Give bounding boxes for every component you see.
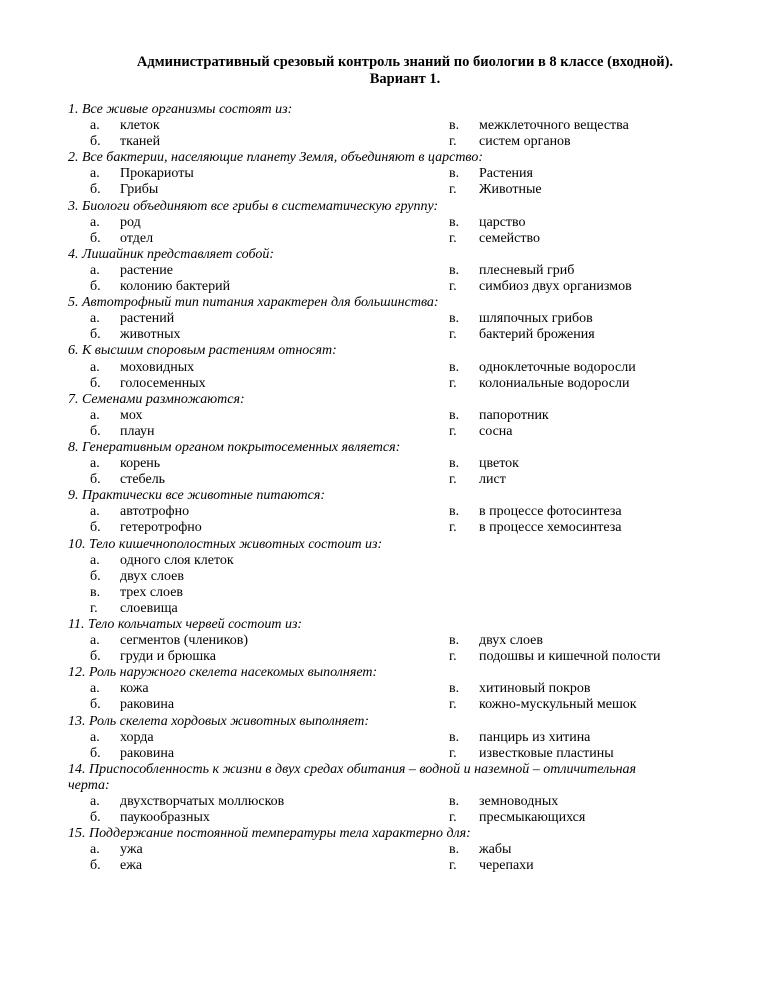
option-text: известковые пластины	[479, 745, 614, 761]
question-text: 10. Тело кишечнополостных животных состоит из:	[68, 536, 383, 552]
option-letter: г.	[449, 375, 457, 391]
option-letter: а.	[90, 552, 100, 568]
option-text: хорда	[120, 729, 154, 745]
answer-option	[90, 858, 142, 874]
option-text: шляпочных грибов	[479, 311, 593, 327]
answer-option	[449, 456, 519, 472]
option-text: растений	[120, 311, 175, 327]
answer-option	[449, 472, 506, 488]
option-text: царство	[479, 214, 526, 230]
answer-row	[68, 456, 758, 472]
option-letter: в.	[449, 456, 460, 472]
question-text: черта:	[68, 777, 110, 793]
option-letter: б.	[90, 134, 101, 150]
answer-option	[449, 520, 622, 536]
option-letter: в.	[449, 118, 460, 134]
option-text: голосеменных	[120, 375, 206, 391]
option-letter: б.	[90, 649, 101, 665]
answer-option	[90, 408, 143, 424]
answer-row	[68, 231, 758, 247]
answer-row	[68, 327, 758, 343]
option-letter: б.	[90, 279, 101, 295]
question-text: 6. К высшим споровым растениям относят:	[68, 343, 337, 359]
answer-option	[90, 134, 160, 150]
option-text: тканей	[120, 134, 161, 150]
option-letter: б.	[90, 810, 101, 826]
question-text: 4. Лишайник представляет собой:	[68, 246, 275, 262]
option-text: панцирь из хитина	[479, 729, 591, 745]
answer-option	[449, 215, 526, 231]
option-letter: а.	[90, 311, 100, 327]
answer-option	[90, 376, 206, 392]
option-text: двухстворчатых моллюсков	[120, 794, 285, 810]
answer-row	[68, 311, 758, 327]
answer-option	[90, 182, 158, 198]
answer-option	[90, 842, 143, 858]
answer-option	[449, 424, 512, 440]
question-text: 8. Генеративным органом покрытосеменных является:	[68, 439, 401, 455]
answer-option	[90, 327, 181, 343]
option-text: черепахи	[479, 858, 534, 874]
answer-row	[68, 842, 758, 858]
answer-row	[68, 279, 758, 295]
answer-row	[68, 569, 758, 585]
question-text: 1. Все живые организмы состоят из:	[68, 102, 293, 117]
question-list	[68, 102, 758, 875]
option-text: земноводных	[479, 794, 559, 810]
answer-option	[90, 424, 154, 440]
answer-option	[449, 858, 534, 874]
option-letter: а.	[90, 166, 100, 182]
answer-option	[90, 681, 149, 697]
option-text: бактерий брожения	[479, 327, 595, 343]
answer-row	[68, 118, 758, 134]
option-text: раковина	[120, 697, 175, 713]
answer-option	[449, 376, 629, 392]
option-letter: б.	[90, 182, 101, 198]
option-text: груди и брюшка	[120, 649, 216, 665]
answer-option	[90, 118, 160, 134]
answer-row	[68, 633, 758, 649]
answer-option	[449, 633, 543, 649]
answer-row	[68, 585, 758, 601]
answer-option	[90, 472, 165, 488]
answer-option	[90, 263, 173, 279]
option-text: Растения	[479, 166, 533, 182]
option-letter: г.	[449, 230, 457, 246]
option-text: подошвы и кишечной полости	[479, 649, 661, 665]
answer-row	[68, 263, 758, 279]
option-letter: г.	[449, 520, 457, 536]
option-text: гетеротрофно	[120, 520, 202, 536]
option-letter: г.	[449, 649, 457, 665]
option-text: кожа	[120, 681, 149, 697]
answer-option	[90, 279, 230, 295]
answer-option	[449, 746, 614, 762]
option-letter: в.	[449, 262, 460, 278]
option-letter: б.	[90, 568, 101, 584]
option-text: ежа	[120, 858, 143, 874]
answer-row	[68, 520, 758, 536]
answer-row	[68, 697, 758, 713]
option-letter: в.	[449, 407, 460, 423]
answer-option	[90, 601, 178, 617]
option-text: сосна	[479, 423, 513, 439]
question-text: 5. Автотрофный тип питания характерен для большинства:	[68, 295, 439, 311]
option-letter: а.	[90, 214, 100, 230]
question-text: 15. Поддержание постоянной температуры тела характерно для:	[68, 826, 471, 842]
answer-option	[90, 746, 174, 762]
option-letter: г.	[449, 134, 457, 150]
option-text: лист	[479, 472, 506, 488]
option-text: стебель	[120, 472, 166, 488]
option-text: в процессе фотосинтеза	[479, 504, 622, 520]
option-letter: в.	[449, 504, 460, 520]
option-text: систем органов	[479, 134, 571, 150]
question-text: 3. Биологи объединяют все грибы в систематическую группу:	[68, 198, 439, 214]
answer-option	[90, 794, 284, 810]
option-letter: в.	[449, 633, 460, 649]
option-letter: г.	[449, 745, 457, 761]
option-text: жабы	[479, 842, 512, 858]
option-letter: в.	[449, 311, 460, 327]
answer-option	[90, 649, 216, 665]
answer-option	[90, 231, 153, 247]
option-text: Грибы	[120, 182, 159, 198]
answer-option	[449, 794, 558, 810]
answer-row	[68, 504, 758, 520]
answer-option	[449, 311, 593, 327]
option-text: растение	[120, 262, 173, 278]
option-text: отдел	[120, 230, 154, 246]
option-letter: а.	[90, 729, 100, 745]
option-text: кожно-мускульный мешок	[479, 697, 637, 713]
option-letter: а.	[90, 794, 100, 810]
option-letter: в.	[449, 842, 460, 858]
answer-row	[68, 408, 758, 424]
question-text: 14. Приспособленность к жизни в двух средах обитания – водной и наземной – отличительная	[68, 761, 637, 777]
option-letter: г.	[449, 472, 457, 488]
answer-option	[449, 730, 590, 746]
answer-option	[449, 810, 585, 826]
option-letter: в.	[449, 359, 460, 375]
answer-option	[90, 360, 194, 376]
answer-row	[68, 134, 758, 150]
option-text: симбиоз двух организмов	[479, 279, 632, 295]
option-letter: г.	[449, 279, 457, 295]
option-letter: в.	[449, 681, 460, 697]
answer-option	[449, 504, 622, 520]
answer-option	[90, 504, 189, 520]
option-text: раковина	[120, 745, 175, 761]
answer-option	[449, 166, 533, 182]
answer-row	[68, 472, 758, 488]
option-letter: б.	[90, 697, 101, 713]
option-letter: г.	[90, 600, 98, 616]
document-title: Административный срезовый контроль знаний по биологии в 8 классе (входной).	[136, 54, 674, 70]
option-letter: б.	[90, 423, 101, 439]
option-text: хитиновый покров	[479, 681, 591, 697]
option-letter: а.	[90, 262, 100, 278]
answer-option	[449, 360, 636, 376]
option-letter: а.	[90, 407, 100, 423]
option-letter: б.	[90, 230, 101, 246]
option-text: клеток	[120, 118, 160, 134]
option-letter: а.	[90, 842, 100, 858]
answer-option	[449, 231, 540, 247]
answer-option	[449, 649, 660, 665]
option-text: мох	[120, 407, 143, 423]
option-letter: г.	[449, 182, 457, 198]
answer-option	[90, 215, 141, 231]
option-letter: г.	[449, 697, 457, 713]
option-letter: в.	[90, 584, 101, 600]
option-letter: а.	[90, 681, 100, 697]
option-text: одного слоя клеток	[120, 552, 234, 568]
answer-option	[90, 311, 174, 327]
option-letter: в.	[449, 214, 460, 230]
answer-option	[90, 633, 248, 649]
answer-option	[90, 585, 183, 601]
answer-option	[90, 697, 174, 713]
option-text: двух слоев	[479, 633, 543, 649]
answer-option	[90, 166, 194, 182]
answer-option	[449, 263, 574, 279]
question-text: 13. Роль скелета хордовых животных выполняет:	[68, 713, 369, 729]
answer-option	[449, 279, 632, 295]
answer-option	[449, 681, 591, 697]
option-letter: г.	[449, 858, 457, 874]
option-letter: а.	[90, 456, 100, 472]
answer-option	[449, 697, 637, 713]
option-text: плесневый гриб	[479, 262, 575, 278]
answer-option	[90, 730, 154, 746]
variant-label: Вариант 1.	[369, 71, 441, 87]
answer-row	[68, 376, 758, 392]
option-text: одноклеточные водоросли	[479, 359, 636, 375]
option-text: род	[120, 214, 141, 230]
question-text: 2. Все бактерии, населяющие планету Земля, объединяют в царство:	[68, 150, 483, 166]
option-letter: б.	[90, 745, 101, 761]
answer-row	[68, 730, 758, 746]
option-text: папоротник	[479, 407, 549, 423]
option-letter: г.	[449, 327, 457, 343]
option-letter: г.	[449, 423, 457, 439]
option-text: слоевища	[120, 600, 178, 616]
option-letter: а.	[90, 359, 100, 375]
answer-row	[68, 553, 758, 569]
answer-row	[68, 649, 758, 665]
option-text: сегментов (члеников)	[120, 633, 249, 649]
option-letter: а.	[90, 118, 100, 134]
option-text: моховидных	[120, 359, 195, 375]
option-text: Животные	[479, 182, 542, 198]
answer-row	[68, 424, 758, 440]
option-text: колонию бактерий	[120, 279, 231, 295]
answer-option	[449, 408, 549, 424]
question-text: 9. Практически все животные питаются:	[68, 488, 326, 504]
answer-option	[90, 569, 184, 585]
option-text: межклеточного вещества	[479, 118, 629, 134]
answer-option	[90, 810, 210, 826]
answer-option	[449, 134, 571, 150]
answer-row	[68, 858, 758, 874]
answer-row	[68, 215, 758, 231]
option-letter: г.	[449, 810, 457, 826]
answer-option	[449, 842, 511, 858]
option-letter: б.	[90, 520, 101, 536]
option-text: колониальные водоросли	[479, 375, 630, 391]
option-text: трех слоев	[120, 584, 184, 600]
option-text: Прокариоты	[120, 166, 194, 182]
answer-option	[449, 182, 542, 198]
answer-option	[90, 553, 234, 569]
option-text: паукообразных	[120, 810, 210, 826]
answer-row	[68, 601, 758, 617]
option-text: в процессе хемосинтеза	[479, 520, 622, 536]
answer-row	[68, 166, 758, 182]
answer-row	[68, 810, 758, 826]
answer-option	[90, 456, 160, 472]
option-text: автотрофно	[120, 504, 190, 520]
question-text: 12. Роль наружного скелета насекомых выполняет:	[68, 665, 378, 681]
option-text: двух слоев	[120, 568, 184, 584]
option-text: плаун	[120, 423, 155, 439]
option-letter: в.	[449, 794, 460, 810]
question-text: 11. Тело кольчатых червей состоит из:	[68, 617, 303, 632]
option-text: семейство	[479, 230, 541, 246]
option-letter: а.	[90, 633, 100, 649]
answer-row	[68, 681, 758, 697]
option-text: пресмыкающихся	[479, 810, 586, 826]
option-letter: в.	[449, 166, 460, 182]
option-letter: в.	[449, 729, 460, 745]
option-text: цветок	[479, 456, 519, 472]
answer-row	[68, 360, 758, 376]
option-text: животных	[120, 327, 181, 343]
answer-option	[90, 520, 202, 536]
answer-option	[449, 327, 595, 343]
answer-row	[68, 182, 758, 198]
answer-row	[68, 794, 758, 810]
answer-option	[449, 118, 629, 134]
option-text: корень	[120, 456, 161, 472]
option-text: ужа	[120, 842, 143, 858]
answer-row	[68, 746, 758, 762]
question-text: 7. Семенами размножаются:	[68, 391, 245, 407]
option-letter: б.	[90, 472, 101, 488]
option-letter: а.	[90, 504, 100, 520]
option-letter: б.	[90, 375, 101, 391]
option-letter: б.	[90, 327, 101, 343]
option-letter: б.	[90, 858, 101, 874]
